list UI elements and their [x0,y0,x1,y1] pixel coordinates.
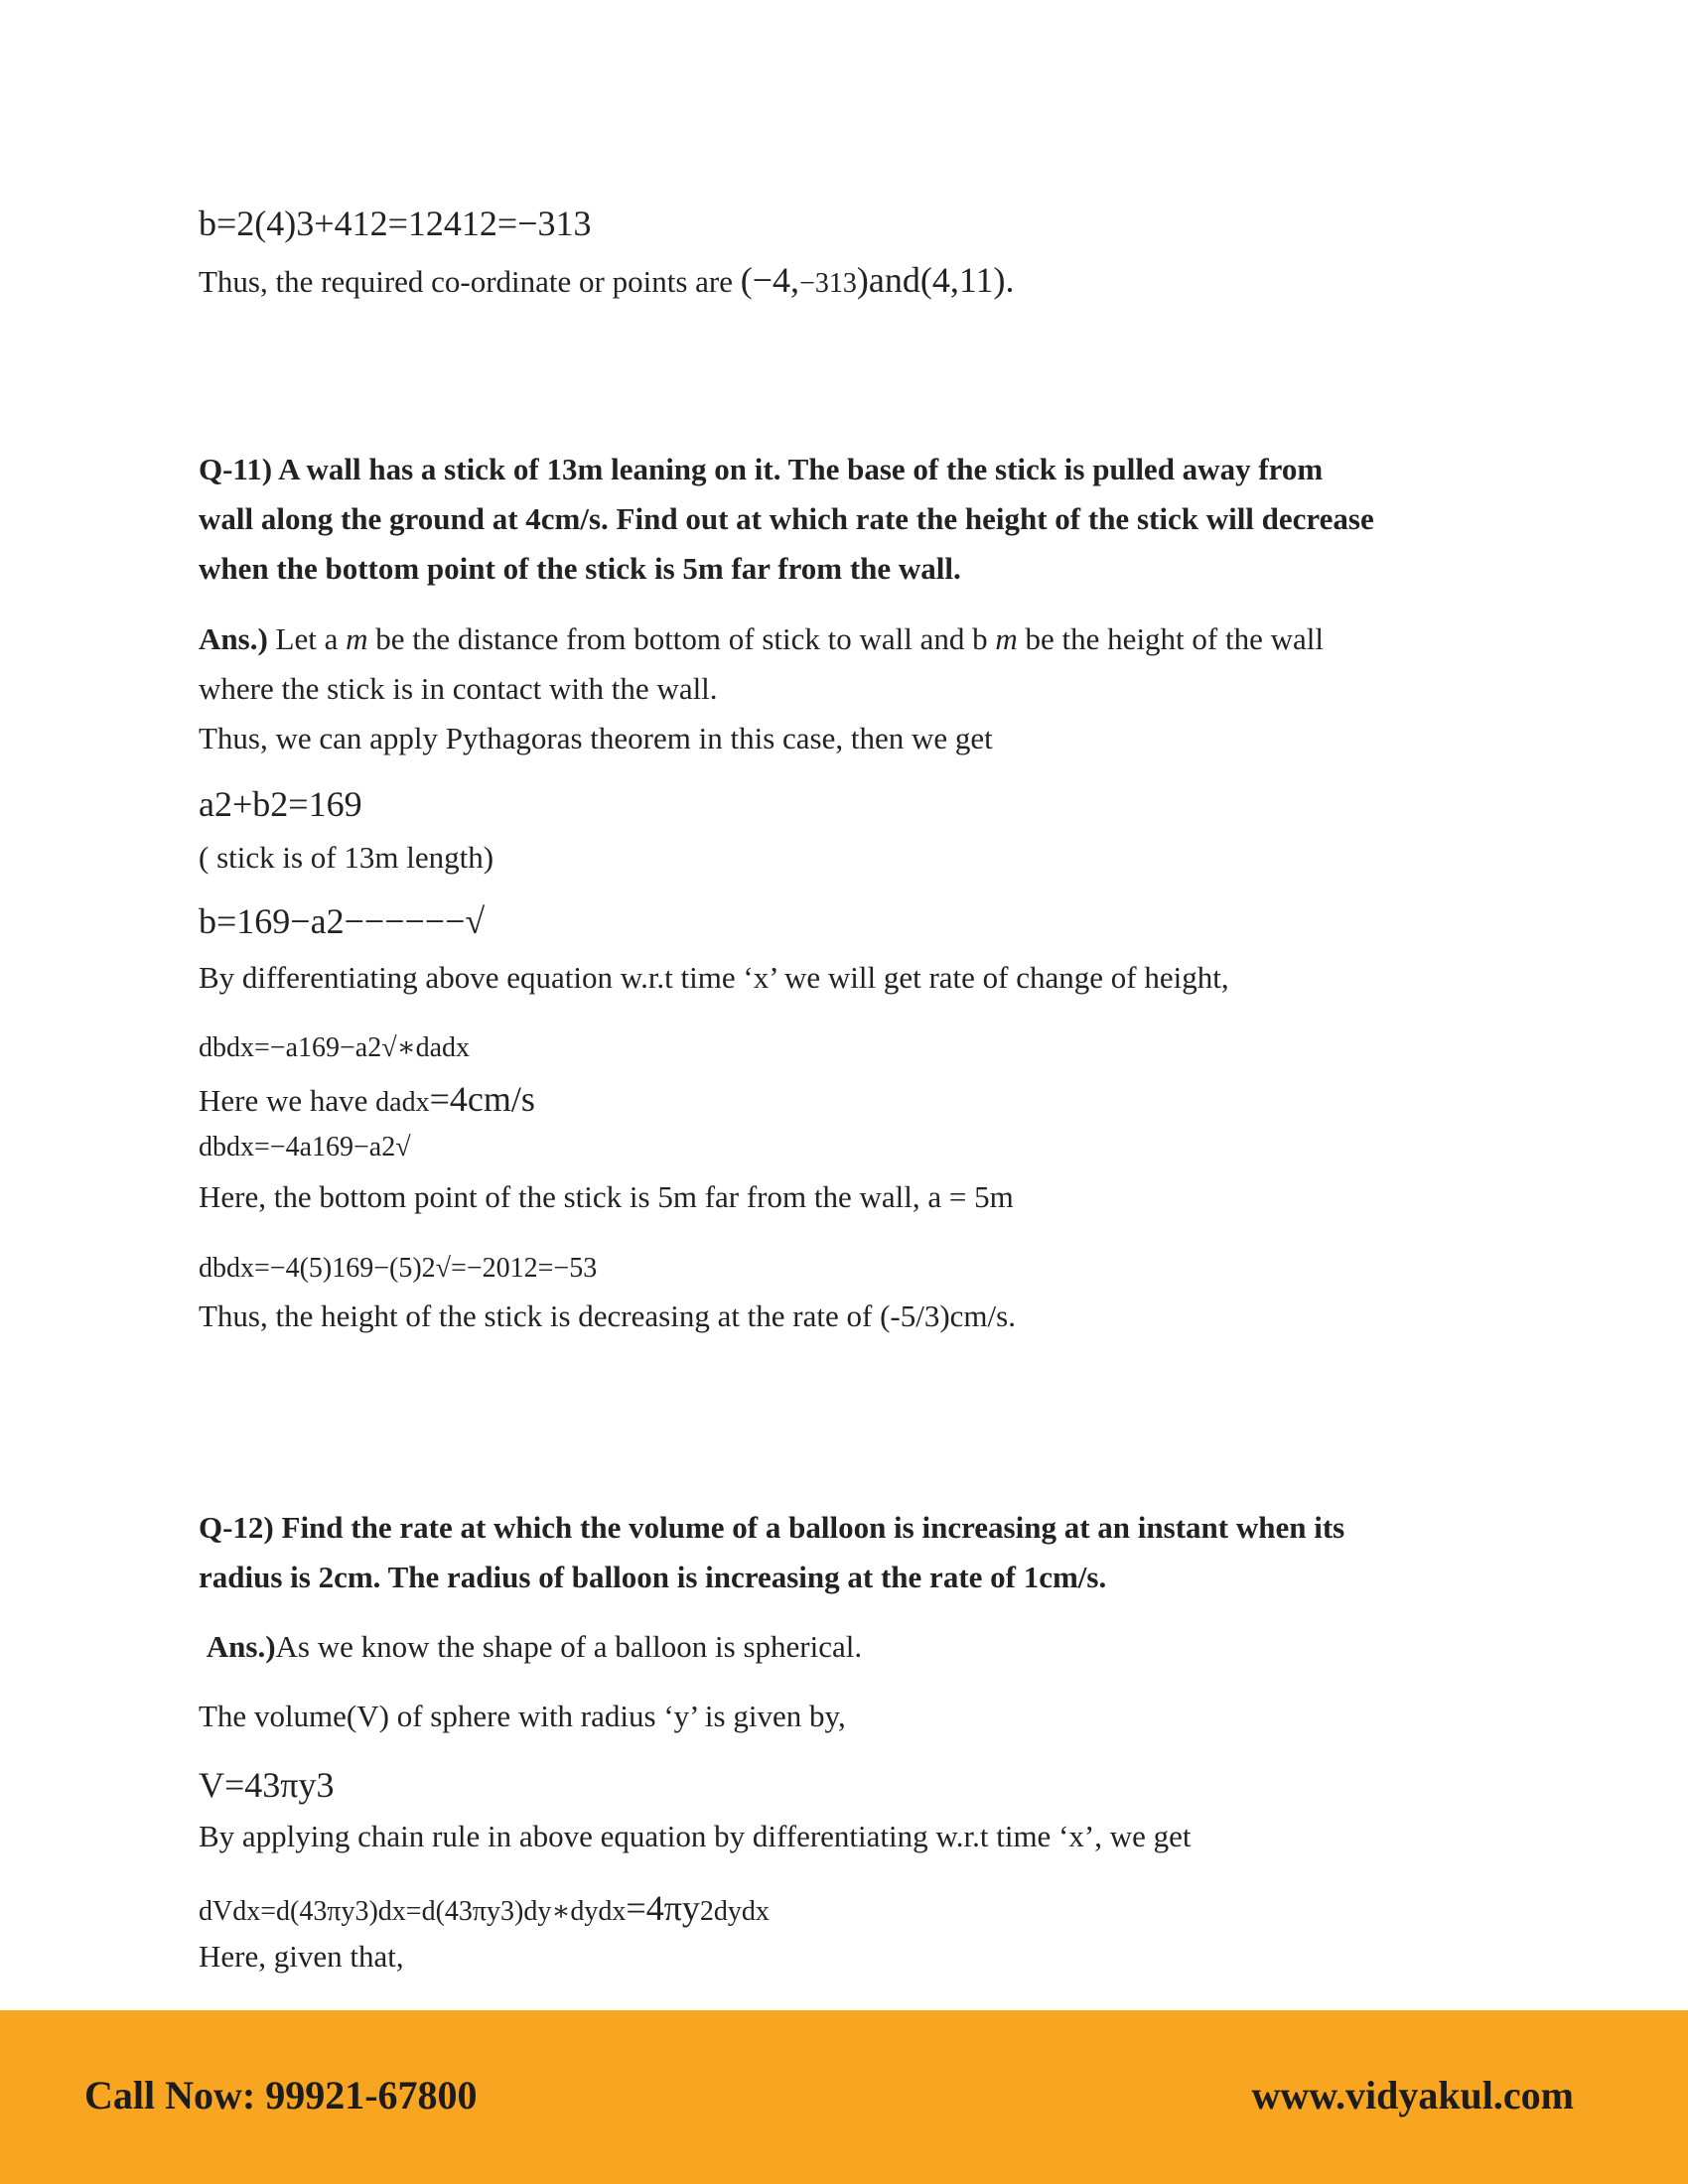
q11-here-line: Here we have dadx=4cm/s [199,1079,535,1119]
q12-title-line-2: radius is 2cm. The radius of balloon is increasing at the rate of 1cm/s. [199,1560,1107,1594]
q11-ans-label: Ans.) [199,621,268,656]
q11-answer-line-1: Ans.) Let a m be the distance from bottom of stick to wall and b m be the height of the wall [199,621,1324,656]
q11-equation-5: dbdx=−4(5)169−(5)2√=−2012=−53 [199,1253,598,1284]
q12-equation-1: V=43πy3 [199,1765,335,1805]
footer-banner [0,2010,1688,2184]
q12-volume-text: The volume(V) of sphere with radius ‘y’ is given by, [199,1699,846,1733]
q11-equation-2: b=169−a2−−−−−−√ [199,901,486,941]
q11-equation-4: dbdx=−4a169−a2√ [199,1132,411,1162]
q11-equation-1: a2+b2=169 [199,784,362,824]
b-equation: b=2(4)3+412=12412=−313 [199,204,592,243]
q11-title-line-1: Q-11) A wall has a stick of 13m leaning on it. The base of the stick is pulled away from [199,452,1324,486]
q11-differentiate-text: By differentiating above equation w.r.t time ‘x’ we will get rate of change of height, [199,960,1229,995]
q12-given-text: Here, given that, [199,1939,404,1974]
q11-answer-line-3: Thus, we can apply Pythagoras theorem in this case, then we get [199,721,993,755]
q11-note: ( stick is of 13m length) [199,840,494,875]
q11-title-line-3: when the bottom point of the stick is 5m far from the wall. [199,551,961,586]
q12-answer-line: Ans.)As we know the shape of a balloon is spherical. [206,1629,863,1664]
footer-website-link[interactable]: www.vidyakul.com [1251,2073,1574,2117]
q11-conclusion: Thus, the height of the stick is decreasing at the rate of (-5/3)cm/s. [199,1298,1016,1333]
q11-bottom-point-text: Here, the bottom point of the stick is 5m far from the wall, a = 5m [199,1179,1014,1214]
q12-chain-rule-text: By applying chain rule in above equation by differentiating w.r.t time ‘x’, we get [199,1819,1192,1853]
q12-equation-2: dVdx=d(43πy3)dx=d(43πy3)dy∗dydx=4πy2dydx [199,1888,770,1928]
q11-title-line-2: wall along the ground at 4cm/s. Find out at which rate the height of the stick will decrease [199,501,1374,536]
footer-phone[interactable]: Call Now: 99921-67800 [84,2073,478,2117]
q11-answer-line-2: where the stick is in contact with the wall. [199,671,718,706]
q12-title-line-1: Q-12) Find the rate at which the volume of a balloon is increasing at an instant when its [199,1510,1345,1545]
q12-ans-label: Ans.) [206,1629,276,1664]
q11-equation-3: dbdx=−a169−a2√∗dadx [199,1032,471,1063]
coordinates-line: Thus, the required co-ordinate or points are (−4,−313)and(4,11). [199,260,1015,300]
